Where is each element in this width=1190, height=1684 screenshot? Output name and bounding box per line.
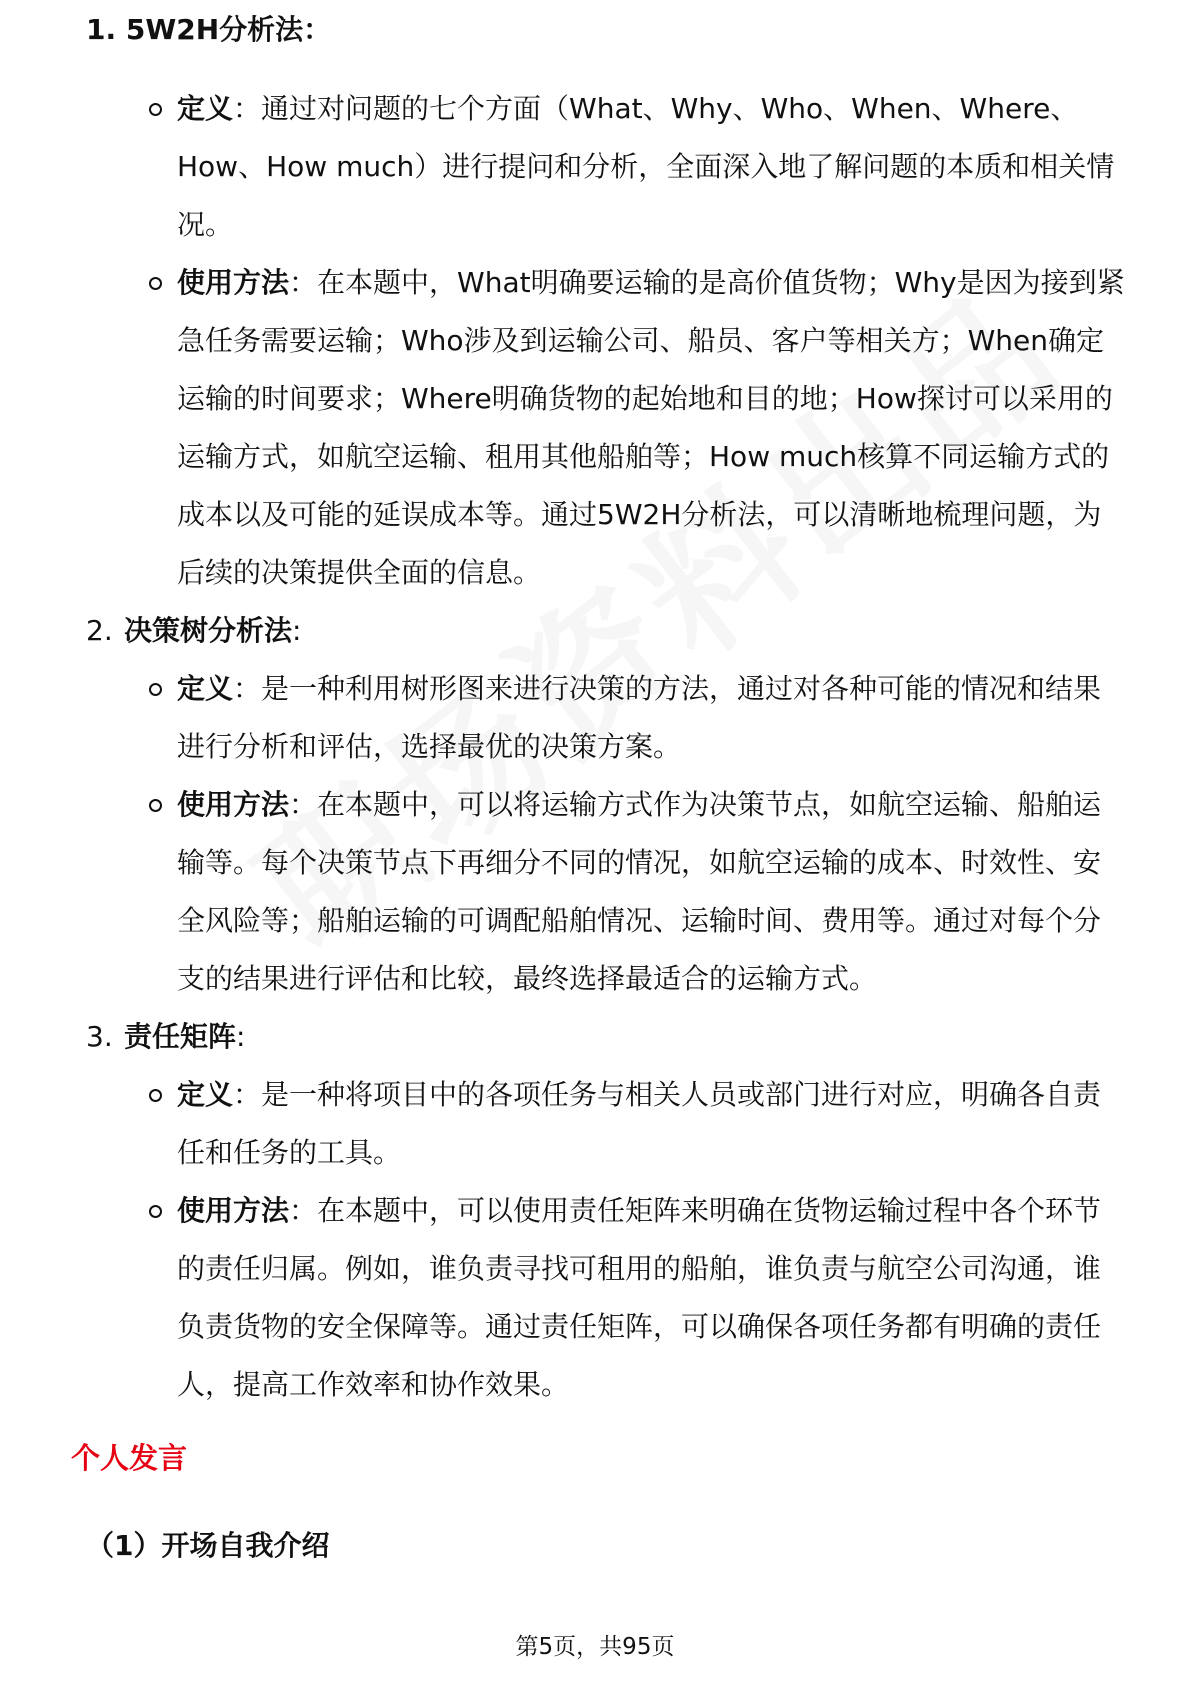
bullet-text: ：通过对问题的七个方面（What、Why、Who、When、Where、How、How much）进行提问和分析，全面深入地了解问题的本质和相关情况。	[177, 92, 1115, 241]
bullet-circle-icon	[149, 277, 162, 290]
bullet-label: 使用方法	[177, 1194, 290, 1227]
bullet-label: 定义	[177, 1078, 234, 1111]
bullet-circle-icon	[149, 683, 162, 696]
bullet-item	[0, 254, 1127, 602]
bullet-item	[0, 80, 1127, 254]
bullet-item	[0, 1182, 1127, 1414]
main-content	[0, 80, 1190, 1414]
heading-number: 2.	[86, 614, 113, 647]
numbered-heading	[0, 1008, 1124, 1066]
page-footer: 第5页，共95页	[515, 1634, 675, 1660]
numbered-heading	[0, 602, 1124, 660]
bullet-item	[0, 776, 1127, 1008]
bullet-text: ：在本题中，What明确要运输的是高价值货物；Why是因为接到紧急任务需要运输；Who涉及到运输公司、船员、客户等相关方；When确定运输的时间要求；Where明确货物的起始地和目的地；How探讨可以采用的运输方式，如航空运输、租用其他船舶等；How much核算不同运输方式的成本以及可能的延误成本等。通过5W2H分析法，可以清晰地梳理问题，为后续的决策提供全面的信息。	[177, 266, 1125, 589]
subsection-title: （1）开场自我介绍	[86, 1529, 330, 1562]
bullet-text: ：是一种利用树形图来进行决策的方法，通过对各种可能的情况和结果进行分析和评估，选择最优的决策方案。	[177, 672, 1102, 763]
bullet-circle-icon	[149, 1205, 162, 1218]
partial-heading-text: 1. 5W2H分析法：	[86, 13, 332, 46]
bullet-circle-icon	[149, 799, 162, 812]
bullet-text: ：是一种将项目中的各项任务与相关人员或部门进行对应，明确各自责任和任务的工具。	[177, 1078, 1102, 1169]
bullet-text: ：在本题中，可以将运输方式作为决策节点，如航空运输、船舶运输等。每个决策节点下再细分不同的情况，如航空运输的成本、时效性、安全风险等；船舶运输的可调配船舶情况、运输时间、费用等。通过对每个分支的结果进行评估和比较，最终选择最适合的运输方式。	[177, 788, 1102, 995]
heading-title: 决策树分析法	[124, 614, 293, 647]
heading-colon: :	[292, 614, 302, 647]
bullet-item	[0, 660, 1127, 776]
bullet-label: 使用方法	[177, 788, 290, 821]
partial-heading	[86, 13, 332, 64]
section-title: 个人发言	[71, 1441, 188, 1475]
bullet-label: 使用方法	[177, 266, 290, 299]
bullet-label: 定义	[177, 92, 234, 125]
heading-title: 责任矩阵	[124, 1020, 237, 1053]
heading-number: 3.	[86, 1020, 113, 1053]
bullet-label: 定义	[177, 672, 234, 705]
bullet-circle-icon	[149, 103, 162, 116]
bullet-item	[0, 1066, 1127, 1182]
bullet-circle-icon	[149, 1089, 162, 1102]
bullet-text: ：在本题中，可以使用责任矩阵来明确在货物运输过程中各个环节的责任归属。例如，谁负责寻找可租用的船舶，谁负责与航空公司沟通，谁负责货物的安全保障等。通过责任矩阵，可以确保各项任务都有明确的责任人，提高工作效率和协作效果。	[177, 1194, 1102, 1401]
heading-colon: :	[236, 1020, 246, 1053]
